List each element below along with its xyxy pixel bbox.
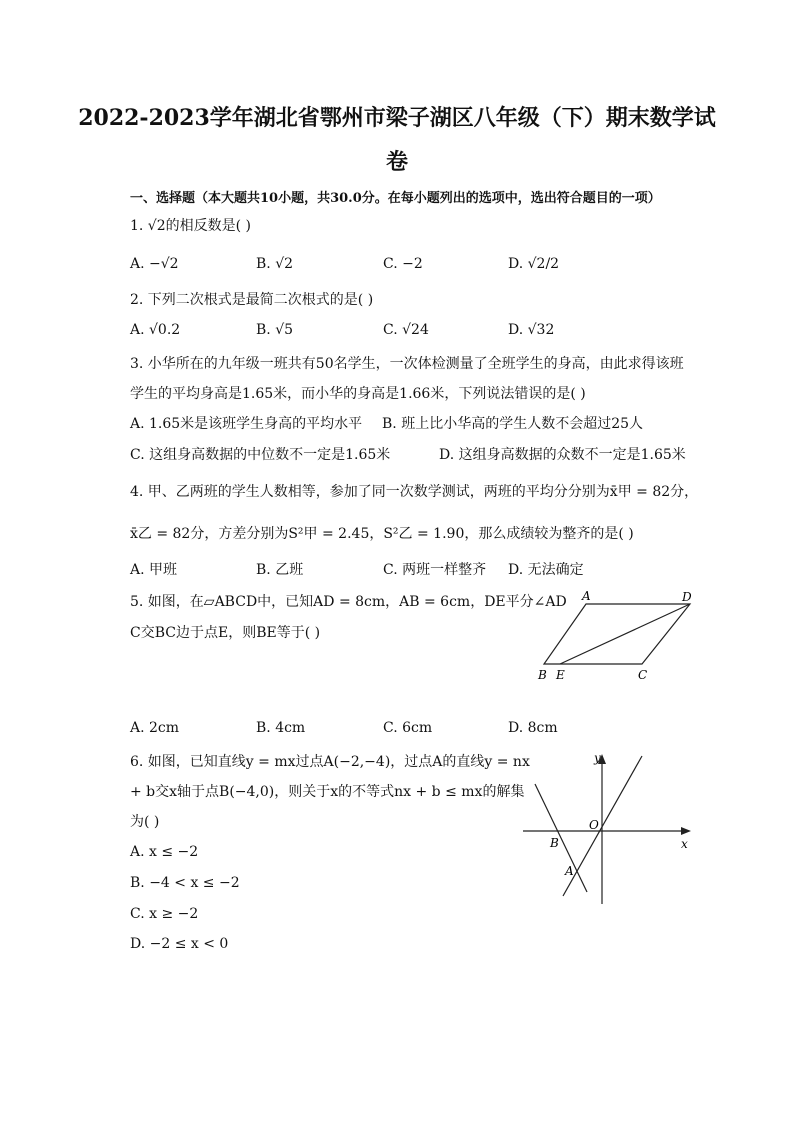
label-x: x xyxy=(681,837,688,851)
label-b: B xyxy=(538,668,547,682)
q5-stem-line2: C交BC边于点E，则BE等于( ) xyxy=(130,625,321,641)
q6-option-b: B. −4 < x ≤ −2 xyxy=(130,875,240,891)
label-a-point: A xyxy=(565,864,574,878)
q2-option-d: D. √32 xyxy=(508,322,555,338)
q6-option-c: C. x ≥ −2 xyxy=(130,906,199,922)
label-y: y xyxy=(594,751,601,765)
q5-stem-line1: 5. 如图，在▱ABCD中，已知AD = 8cm，AB = 6cm，DE平分∠AD xyxy=(130,594,567,610)
q6-option-a: A. x ≤ −2 xyxy=(130,844,199,860)
q5-option-d: D. 8cm xyxy=(508,720,558,736)
q5-option-b: B. 4cm xyxy=(256,720,306,736)
q2-stem: 2. 下列二次根式是最简二次根式的是( ) xyxy=(130,292,374,308)
q2-option-c: C. √24 xyxy=(383,322,429,338)
q5-option-c: C. 6cm xyxy=(383,720,433,736)
label-d: D xyxy=(682,590,692,604)
q6-stem-line1: 6. 如图，已知直线y = mx过点A(−2,−4)，过点A的直线y = nx xyxy=(130,754,530,770)
q4-option-d: D. 无法确定 xyxy=(508,562,584,578)
q4-option-c: C. 两班一样整齐 xyxy=(383,562,487,578)
q6-stem-line2: + b交x轴于点B(−4,0)，则关于x的不等式nx + b ≤ mx的解集 xyxy=(130,784,525,800)
x-axis-arrow xyxy=(681,827,691,835)
q1-option-c: C. −2 xyxy=(383,256,423,272)
q4-option-a: A. 甲班 xyxy=(130,562,178,578)
q3-option-d: D. 这组身高数据的众数不一定是1.65米 xyxy=(439,447,686,463)
label-b-point: B xyxy=(550,836,559,850)
q4-stem-line1: 4. 甲、乙两班的学生人数相等，参加了同一次数学测试，两班的平均分分别为x̄甲 = 82分， xyxy=(130,484,699,500)
label-c: C xyxy=(638,668,648,682)
label-e: E xyxy=(556,668,565,682)
q3-option-a: A. 1.65米是该班学生身高的平均水平 xyxy=(130,416,363,432)
line-y-nx-b xyxy=(535,784,587,892)
q4-stem-line2: x̄乙 = 82分，方差分别为S²甲 = 2.45，S²乙 = 1.90，那么成绩较为整齐的是( ) xyxy=(130,526,634,542)
q4-option-b: B. 乙班 xyxy=(256,562,304,578)
coordinate-graph-figure xyxy=(515,744,700,909)
q2-option-a: A. √0.2 xyxy=(130,322,181,338)
q1-option-a: A. −√2 xyxy=(130,256,179,272)
q3-option-c: C. 这组身高数据的中位数不一定是1.65米 xyxy=(130,447,391,463)
q1-option-d: D. √2/2 xyxy=(508,256,560,272)
label-a: A xyxy=(582,589,591,603)
q6-option-d: D. −2 ≤ x < 0 xyxy=(130,936,229,952)
section-heading: 一、选择题（本大题共10小题，共30.0分。在每小题列出的选项中，选出符合题目的一项） xyxy=(130,191,661,206)
q1-stem: 1. √2的相反数是( ) xyxy=(130,218,252,234)
parallelogram-abcd xyxy=(544,604,690,664)
q2-option-b: B. √5 xyxy=(256,322,294,338)
q3-option-b: B. 班上比小华高的学生人数不会超过25人 xyxy=(382,416,644,432)
q6-stem-line3: 为( ) xyxy=(130,814,160,830)
exam-title-line2: 卷 xyxy=(385,149,408,175)
exam-title-line1: 2022-2023学年湖北省鄂州市梁子湖区八年级（下）期末数学试 xyxy=(78,105,716,131)
q3-stem-line1: 3. 小华所在的九年级一班共有50名学生，一次体检测量了全班学生的身高，由此求得该班 xyxy=(130,356,684,372)
label-o: O xyxy=(589,818,599,832)
q3-stem-line2: 学生的平均身高是1.65米，而小华的身高是1.66米，下列说法错误的是( ) xyxy=(130,386,586,402)
q5-option-a: A. 2cm xyxy=(130,720,180,736)
parallelogram-figure xyxy=(530,588,710,684)
q1-option-b: B. √2 xyxy=(256,256,294,272)
